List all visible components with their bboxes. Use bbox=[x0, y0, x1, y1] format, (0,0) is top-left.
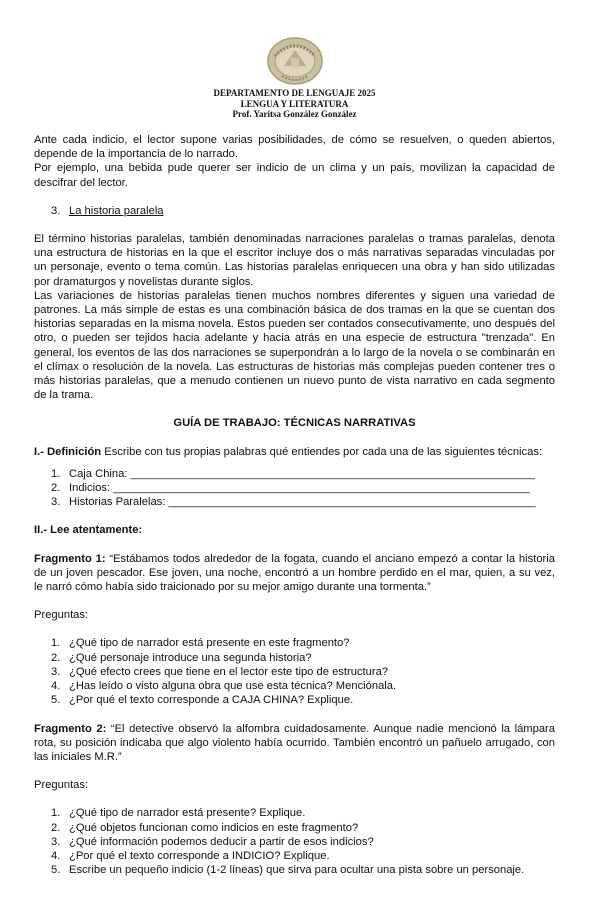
intro-paragraph-2: Por ejemplo, una bebida pude querer ser indicio de un clima y un país, movilizan la capacidad de descifrar del lector. bbox=[34, 162, 555, 189]
question-item: 1. ¿Qué tipo de narrador está presente en este fragmento? bbox=[51, 637, 350, 650]
question-item: 1. ¿Qué tipo de narrador está presente? Explique. bbox=[51, 807, 306, 820]
header-subject: LENGUA Y LITERATURA bbox=[240, 98, 349, 109]
definition-item[interactable]: 1. Caja China: _________________________________________________________________ bbox=[51, 467, 535, 480]
document-header bbox=[0, 88, 589, 120]
definition-item[interactable]: 3. Historias Paralelas: ___________________________________________________________ bbox=[51, 496, 536, 509]
question-item: 3. ¿Qué efecto crees que tiene en el lector este tipo de estructura? bbox=[51, 665, 389, 678]
question-item: 4. ¿Por qué el texto corresponde a INDICIO? Explique. bbox=[51, 849, 330, 862]
header-department: DEPARTAMENTO DE LENGUAJE 2025 bbox=[213, 88, 376, 98]
section-3-paragraph-2: Las variaciones de historias paralelas tienen muchos nombres diferentes y siguen una variedad de patrones. La más simple de estas es una combinación básica de dos tramas en la que se cuentan dos historias separadas en la misma novela. Estos pueden ser contados consecutivamente, uno después del otro, o pueden ser tejidos hacia adelante y hacia atrás en una especie de estructura "trenzada". En general, los eventos de las dos narraciones se superpondrán a lo largo de la novela o se combinarán en el clímax o resolución de la novela. Las estructuras de historias más complejas pueden contener tres o más historias paralelas, que a menudo contienen un nuevo punto de vista narrativo en cada segmento de la trama. bbox=[34, 289, 555, 402]
guide-title: GUÍA DE TRABAJO: TÉCNICAS NARRATIVAS bbox=[173, 417, 416, 430]
document-body bbox=[34, 133, 555, 877]
section-2-title: II.- Lee atentamente: bbox=[34, 524, 143, 537]
fragment-1: Fragmento 1: “Estábamos todos alrededor de la fogata, cuando el anciano empezó a contar la historia de un joven pescador. Ese joven, una noche, encontró a un hombre perdido en el mar, quien, a su vez, le narró cómo había sido traicionado por su mejor amigo durante una tormenta.” bbox=[34, 552, 555, 594]
section-3-title: La historia paralela bbox=[69, 204, 164, 217]
questions-label-2: Preguntas: bbox=[34, 779, 89, 792]
question-item: 3. ¿Qué información podemos deducir a partir de esos indicios? bbox=[51, 835, 374, 848]
school-seal-logo bbox=[266, 36, 324, 86]
question-item: 2. ¿Qué objetos funcionan como indicios en este fragmento? bbox=[51, 821, 359, 834]
section-3-paragraph-1: El término historias paralelas, también denominadas narraciones paralelas o tramas paralelas, denota una estructura de historias en la que el escritor incluye dos o más narrativas separadas vinculadas por un personaje, evento o tema común. Las historias paralelas enriquecen una obra y han sido utilizadas por dramaturgos y novelistas durante siglos. bbox=[34, 233, 555, 288]
definition-list bbox=[34, 467, 555, 510]
question-item: 5. ¿Por qué el texto corresponde a CAJA CHINA? Explique. bbox=[51, 694, 354, 707]
definition-item[interactable]: 2. Indicios: ___________________________________________________________________ bbox=[51, 482, 531, 495]
intro-paragraph-1: Ante cada indicio, el lector supone varias posibilidades, de cómo se resuelven, o queden abiertos, depende de la importancia de lo narrado. bbox=[34, 134, 555, 161]
question-item: 2. ¿Qué personaje introduce una segunda historia? bbox=[51, 651, 312, 664]
questions-label-1: Preguntas: bbox=[34, 609, 89, 622]
definition-instruction: I.- Definición Escribe con tus propias palabras qué entiendes por cada una de las siguientes técnicas: bbox=[34, 445, 543, 458]
question-item: 4. ¿Has leído o visto alguna obra que use esta técnica? Menciónala. bbox=[51, 680, 397, 693]
fragment-2: Fragmento 2: “El detective observó la alfombra cuidadosamente. Aunque nadie mencionó la lámpara rota, su posición indicaba que algo violento había ocurrido. También encontró un pañuelo arrugado, con las iniciales M.R.” bbox=[34, 722, 555, 763]
questions-list-2 bbox=[34, 806, 555, 877]
header-teacher: Prof. Yaritsa González González bbox=[232, 109, 357, 119]
question-item: 5. Escribe un pequeño indicio (1-2 líneas) que sirva para ocultar una pista sobre un personaje. bbox=[51, 864, 525, 877]
questions-list-1 bbox=[34, 636, 555, 707]
section-3-heading: 3. La historia paralela bbox=[51, 204, 164, 217]
